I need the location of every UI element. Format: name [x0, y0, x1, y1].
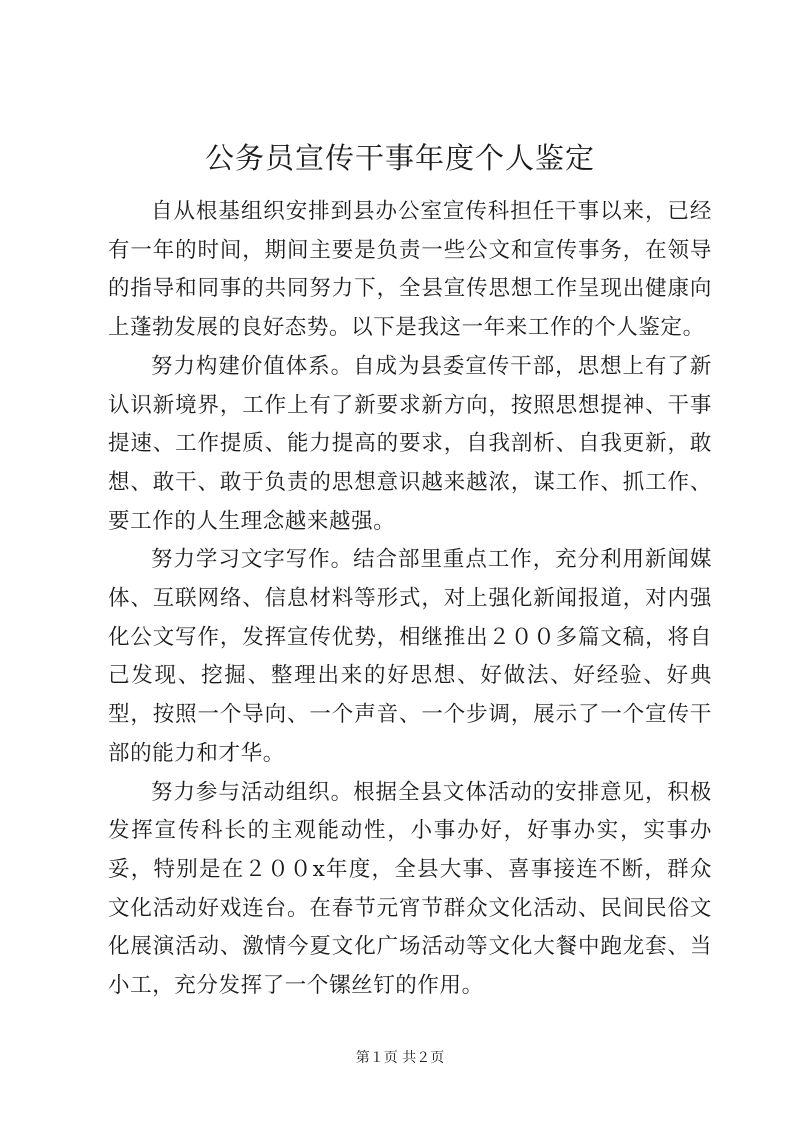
paragraph-intro: 自从根基组织安排到县办公室宣传科担任干事以来，已经有一年的时间，期间主要是负责一些公文和宣传事务，在领导的指导和同事的共同努力下，全县宣传思想工作呈现出健康向上蓬勃发展的良好态势。以下是我这一年来工作的个人鉴定。	[108, 199, 712, 341]
document-title: 公务员宣传干事年度个人鉴定	[204, 141, 595, 175]
page-number-footer: 第１页 共２页	[355, 1050, 445, 1066]
paragraph-writing: 努力学习文字写作。结合部里重点工作，充分利用新闻媒体、互联网络、信息材料等形式，对上强化新闻报道，对内强化公文写作，发挥宣传优势，相继推出２００多篇文稿，将自己发现、挖掘、整理出来的好思想、好做法、好经验、好典型，按照一个导向、一个声音、一个步调，展示了一个宣传干部的能力和才华。	[108, 547, 712, 766]
document-body	[108, 193, 712, 1006]
paragraph-values: 努力构建价值体系。自成为县委宣传干部，思想上有了新认识新境界，工作上有了新要求新方向，按照思想提神、干事提速、工作提质、能力提高的要求，自我剖析、自我更新，敢想、敢干、敢于负责的思想意识越来越浓，谋工作、抓工作、要工作的人生理念越来越强。	[108, 353, 712, 534]
paragraph-activities: 努力参与活动组织。根据全县文体活动的安排意见，积极发挥宣传科长的主观能动性，小事办好，好事办实，实事办妥，特别是在２００x年度，全县大事、喜事接连不断，群众文化活动好戏连台。在春节元宵节群众文化活动、民间民俗文化展演活动、激情今夏文化广场活动等文化大餐中跑龙套、当小工，充分发挥了一个镙丝钉的作用。	[108, 779, 712, 999]
